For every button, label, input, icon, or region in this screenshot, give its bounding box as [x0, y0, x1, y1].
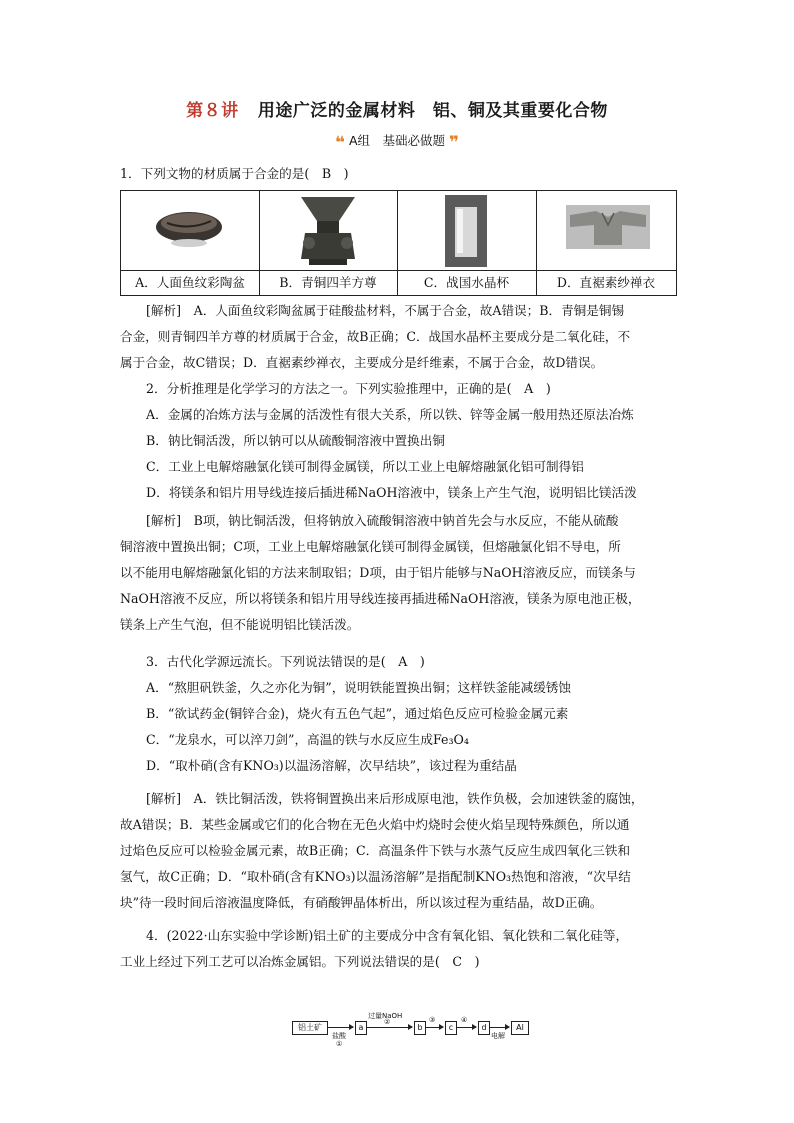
- q3-option: A．“熬胆矾铁釜，久之亦化为铜”，说明铁能置换出铜；这样铁釜能减缓锈蚀: [146, 680, 571, 695]
- flow-reagent-label: 盐酸: [332, 1032, 346, 1040]
- flow-step-number: ②: [384, 1018, 391, 1026]
- q4-stem-line: 4．(2022·山东实验中学诊断)铝土矿的主要成分中含有氧化铝、氧化铁和二氧化硅等，: [146, 928, 629, 943]
- q4-stem-line: 工业上经过下列工艺可以冶炼金属铝。下列说法错误的是( C ): [120, 954, 480, 969]
- flow-step-number: ④: [461, 1016, 468, 1024]
- option-a-caption: A．人面鱼纹彩陶盆: [121, 270, 259, 295]
- q3-analysis-line: 过焰色反应可以检验金属元素，故B正确；C．高温条件下铁与水蒸气反应生成四氧化三铁和: [120, 843, 631, 858]
- flow-box-d: d: [478, 1021, 490, 1035]
- flow-reagent-label: 过量NaOH: [368, 1012, 403, 1020]
- group-label: A组 基础必做题: [348, 133, 446, 148]
- process-flow-diagram: [292, 1013, 532, 1053]
- bronze-zun-image: [295, 195, 361, 267]
- flow-arrow: [327, 1027, 353, 1028]
- lesson-number: 第８讲: [186, 101, 239, 121]
- q2-option: B．钠比铜活泼，所以钠可以从硫酸铜溶液中置换出铜: [146, 433, 445, 448]
- q1-analysis-line: 属于合金，故C错误；D．直裾素纱禅衣，主要成分是纤维素，不属于合金，故D错误。: [120, 355, 604, 370]
- option-b-cell: [259, 191, 398, 295]
- q1-stem: 1．下列文物的材质属于合金的是( B ): [120, 166, 349, 181]
- flow-box-c: c: [445, 1021, 457, 1035]
- flow-arrow: [366, 1027, 412, 1028]
- q1-options-table: [120, 190, 677, 296]
- q3-analysis-line: [解析] A．铁比铜活泼，铁将铜置换出来后形成原电池，铁作负极，会加速铁釜的腐蚀，: [146, 791, 644, 806]
- q3-analysis-line: 氢气，故C正确；D．“取朴硝(含有KNO₃)以温汤溶解”是指配制KNO₃热饱和溶液，“次早结: [120, 869, 631, 884]
- q2-analysis-line: 镁条上产生气泡，但不能说明铝比镁活泼。: [120, 617, 360, 632]
- crystal-cup-image: [445, 195, 487, 267]
- q2-analysis-line: 以不能用电解熔融氯化铝的方法来制取铝；D项，由于铝片能够与NaOH溶液反应，而镁条与: [120, 565, 636, 580]
- q2-analysis-line: [解析] B项，钠比铜活泼，但将钠放入硫酸铜溶液中钠首先会与水反应，不能从硫酸: [146, 513, 619, 528]
- silk-robe-image: [566, 205, 650, 249]
- q3-analysis-line: 故A错误；B．某些金属或它们的化合物在无色火焰中灼烧时会使火焰呈现特殊颜色，所以通: [120, 817, 630, 832]
- flow-arrow: [489, 1027, 509, 1028]
- option-a-cell: [121, 191, 260, 295]
- pottery-basin-image: [153, 205, 225, 253]
- lesson-title: 用途广泛的金属材料 铝、铜及其重要化合物: [257, 101, 608, 121]
- group-heading: [0, 131, 794, 153]
- option-c-cell: [397, 191, 537, 295]
- flow-start-box: 铝土矿: [292, 1021, 328, 1035]
- q2-analysis-line: NaOH溶液不反应，所以将镁条和铝片用导线连接再插进稀NaOH溶液，镁条为原电池正极，: [120, 591, 641, 606]
- page-title: [0, 96, 794, 121]
- q1-analysis-line: [解析] A．人面鱼纹彩陶盆属于硅酸盐材料，不属于合金，故A错误；B．青铜是铜锡: [146, 303, 625, 318]
- option-b-caption: B．青铜四羊方尊: [259, 270, 397, 295]
- flow-reagent-label: 电解: [491, 1032, 505, 1040]
- q2-stem: 2．分析推理是化学学习的方法之一。下列实验推理中，正确的是( A ): [146, 381, 551, 396]
- q3-stem: 3．古代化学源远流长。下列说法错误的是( A ): [146, 654, 425, 669]
- q2-option: D．将镁条和铝片用导线连接后插进稀NaOH溶液中，镁条上产生气泡，说明铝比镁活泼: [146, 485, 637, 500]
- q2-option: A．金属的冶炼方法与金属的活泼性有很大关系，所以铁、锌等金属一般用热还原法冶炼: [146, 407, 634, 422]
- q3-option: D．“取朴硝(含有KNO₃)以温汤溶解，次早结块”，该过程为重结晶: [146, 758, 517, 773]
- option-c-caption: C．战国水晶杯: [397, 270, 536, 295]
- option-d-caption: D．直裾素纱禅衣: [536, 270, 676, 295]
- flow-box-b: b: [414, 1021, 426, 1035]
- close-quote-icon: ❞: [449, 133, 459, 153]
- flow-step-number: ①: [336, 1040, 343, 1048]
- q3-option: C．“龙泉水，可以淬刀剑”，高温的铁与水反应生成Fe₃O₄: [146, 732, 469, 747]
- q2-analysis-line: 铜溶液中置换出铜；C项，工业上电解熔融氯化镁可制得金属镁，但熔融氯化铝不导电，所: [120, 539, 621, 554]
- q3-analysis-line: 块”待一段时间后溶液温度降低，有硝酸钾晶体析出，所以该过程为重结晶，故D正确。: [120, 895, 603, 910]
- flow-arrow: [425, 1027, 443, 1028]
- flow-end-box: Al: [511, 1021, 529, 1035]
- flow-arrow: [456, 1027, 476, 1028]
- option-d-cell: [536, 191, 676, 295]
- open-quote-icon: ❝: [335, 133, 345, 153]
- flow-box-a: a: [355, 1021, 367, 1035]
- q3-option: B．“欲试药金(铜锌合金)，烧火有五色气起”，通过焰色反应可检验金属元素: [146, 706, 569, 721]
- q2-option: C．工业上电解熔融氯化镁可制得金属镁，所以工业上电解熔融氯化铝可制得铝: [146, 459, 584, 474]
- q1-analysis-line: 合金，则青铜四羊方尊的材质属于合金，故B正确；C．战国水晶杯主要成分是二氧化硅，不: [120, 329, 631, 344]
- flow-step-number: ③: [429, 1016, 436, 1024]
